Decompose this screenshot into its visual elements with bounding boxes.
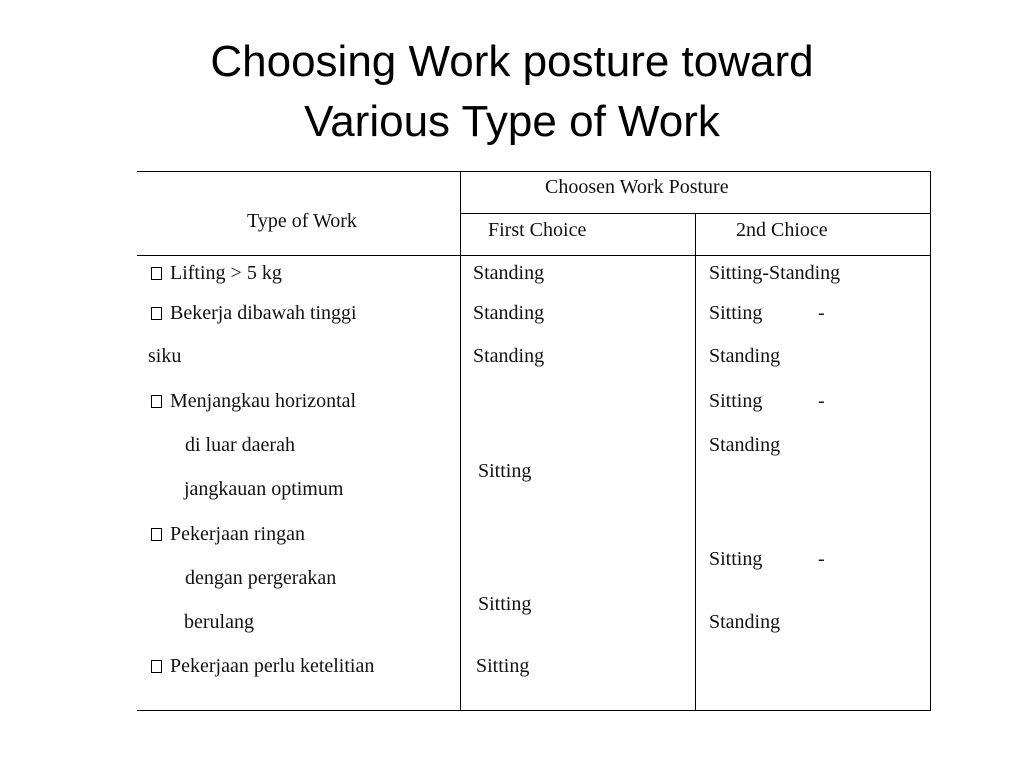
first-choice-value: Standing — [473, 302, 545, 324]
first-choice-value: Standing — [473, 262, 545, 284]
first-choice-value: Sitting — [478, 593, 532, 615]
square-bullet-icon — [151, 660, 162, 673]
type-of-work-item: Pekerjaan ringan — [151, 522, 305, 546]
type-of-work-item: Menjangkau horizontal — [151, 389, 356, 413]
second-choice-dash: - — [818, 302, 825, 324]
type-of-work-item: Pekerjaan perlu ketelitian — [151, 654, 374, 678]
table-top-border — [137, 171, 931, 172]
second-choice-value: Sitting — [709, 390, 763, 412]
type-of-work-item: Lifting > 5 kg — [151, 261, 282, 285]
header-choosen-work-posture: Choosen Work Posture — [545, 176, 729, 198]
second-choice-value: Standing — [709, 611, 781, 633]
table-bottom-border — [137, 710, 931, 711]
second-choice-value: Sitting-Standing — [709, 262, 841, 284]
column-divider-2 — [695, 213, 696, 711]
type-of-work-line: jangkauan optimum — [184, 478, 344, 500]
square-bullet-icon — [151, 528, 162, 541]
square-bullet-icon — [151, 307, 162, 320]
type-of-work-line: berulang — [184, 611, 254, 633]
table-right-border — [930, 171, 931, 711]
work-posture-table — [137, 171, 931, 711]
second-choice-value: Sitting — [709, 548, 763, 570]
first-choice-value: Standing — [473, 345, 545, 367]
square-bullet-icon — [151, 395, 162, 408]
square-bullet-icon — [151, 267, 162, 280]
type-of-work-line: siku — [148, 345, 182, 367]
second-choice-value: Standing — [709, 434, 781, 456]
type-of-work-line: dengan pergerakan — [185, 567, 337, 589]
header-second-choice: 2nd Chioce — [736, 219, 828, 241]
slide-title — [0, 32, 1024, 152]
second-choice-dash: - — [818, 548, 825, 570]
first-choice-value: Sitting — [478, 460, 532, 482]
header-type-of-work: Type of Work — [247, 210, 357, 232]
second-choice-value: Sitting — [709, 302, 763, 324]
column-divider-1 — [460, 171, 461, 711]
second-choice-value: Standing — [709, 345, 781, 367]
slide-title-line-1: Choosing Work posture toward — [210, 37, 814, 86]
header-bottom-border — [137, 255, 931, 256]
type-of-work-line: di luar daerah — [185, 434, 295, 456]
slide-title-line-2: Various Type of Work — [304, 97, 720, 146]
type-of-work-item: Bekerja dibawah tinggi — [151, 301, 357, 325]
first-choice-value: Sitting — [476, 655, 530, 677]
second-choice-dash: - — [818, 390, 825, 412]
header-first-choice: First Choice — [488, 219, 587, 241]
